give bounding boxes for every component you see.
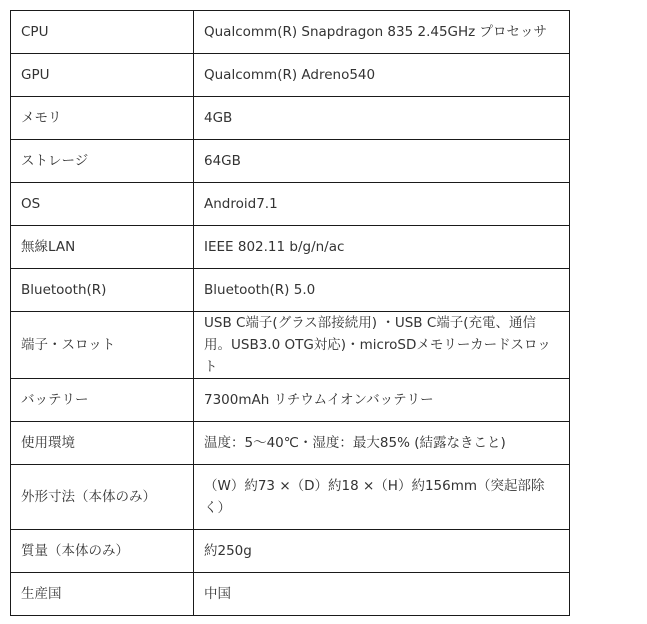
row-label-country: 生産国	[11, 573, 194, 616]
row-label-dimensions: 外形寸法（本体のみ）	[11, 465, 194, 530]
table-row	[11, 312, 570, 379]
table-row	[11, 97, 570, 140]
row-label-memory: メモリ	[11, 97, 194, 140]
row-value-storage: 64GB	[194, 140, 570, 183]
row-label-gpu: GPU	[11, 54, 194, 97]
row-value-os: Android7.1	[194, 183, 570, 226]
table-row	[11, 183, 570, 226]
table-row	[11, 11, 570, 54]
table-row	[11, 226, 570, 269]
table-row	[11, 140, 570, 183]
row-label-bluetooth: Bluetooth(R)	[11, 269, 194, 312]
row-label-wlan: 無線LAN	[11, 226, 194, 269]
row-value-battery: 7300mAh リチウムイオンバッテリー	[194, 379, 570, 422]
row-value-environment: 温度：5～40℃・湿度：最大85% (結露なきこと)	[194, 422, 570, 465]
row-value-cpu: Qualcomm(R) Snapdragon 835 2.45GHz プロセッサ	[194, 11, 570, 54]
row-value-country: 中国	[194, 573, 570, 616]
row-label-storage: ストレージ	[11, 140, 194, 183]
table-row	[11, 422, 570, 465]
row-value-weight: 約250g	[194, 530, 570, 573]
row-value-bluetooth: Bluetooth(R) 5.0	[194, 269, 570, 312]
row-label-ports: 端子・スロット	[11, 312, 194, 379]
table-row	[11, 465, 570, 530]
row-label-weight: 質量（本体のみ）	[11, 530, 194, 573]
table-row	[11, 54, 570, 97]
row-value-wlan: IEEE 802.11 b/g/n/ac	[194, 226, 570, 269]
table-row	[11, 379, 570, 422]
row-value-memory: 4GB	[194, 97, 570, 140]
row-label-environment: 使用環境	[11, 422, 194, 465]
row-label-os: OS	[11, 183, 194, 226]
row-value-dimensions: （W）約73 ×（D）約18 ×（H）約156mm（突起部除く）	[194, 465, 570, 530]
row-value-gpu: Qualcomm(R) Adreno540	[194, 54, 570, 97]
table-row	[11, 269, 570, 312]
row-label-battery: バッテリー	[11, 379, 194, 422]
row-label-cpu: CPU	[11, 11, 194, 54]
table-row	[11, 573, 570, 616]
row-value-ports: USB C端子(グラス部接続用) ・USB C端子(充電、通信用。USB3.0 OTG対応)・microSDメモリーカードスロット	[194, 312, 570, 379]
table-row	[11, 530, 570, 573]
spec-table	[10, 10, 570, 616]
